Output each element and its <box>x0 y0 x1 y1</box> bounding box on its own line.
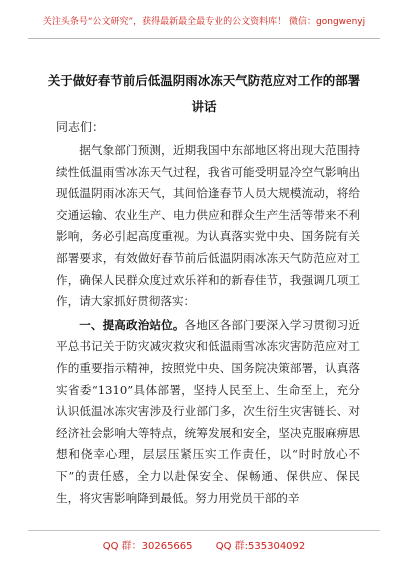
footer-contacts <box>0 537 408 552</box>
paragraph-section-1 <box>56 315 360 509</box>
paragraph-intro: 据气象部门预测，近期我国中东部地区将出现大范围持续性低温雨雪冰冻天气过程，我省可能受明显冷空气影响出现低温阴雨冰冻天气，其间恰逢春节人员大规模流动，将给交通运输、农业生产、电力供应和群众生产生活等带来不利影响，务必引起高度重视。为认真落实党中央、国务院有关部署要求，有效做好春节前后低温阴雨冰冻天气防范应对工作，确保人民群众度过欢乐祥和的新春佳节，我强调几项工作，请大家抓好贯彻落实： <box>56 143 360 309</box>
footer-divider <box>28 530 380 531</box>
document-body <box>56 140 360 511</box>
section-heading: 一、提高政治站位。 <box>79 317 185 332</box>
salutation: 同志们： <box>56 120 105 134</box>
title-line-2: 讲话 <box>191 99 217 114</box>
footer-qq-group-2: QQ 群:535304092 <box>215 541 306 552</box>
document-title <box>36 68 372 120</box>
footer-qq-group-1: QQ 群：30265665 <box>102 541 193 552</box>
header-divider <box>28 38 380 39</box>
title-line-1: 关于做好春节前后低温阴雨冰冻天气防范应对工作的部署 <box>47 73 361 88</box>
section-body: 各地区各部门要深入学习贯彻习近平总书记关于防灾减灾救灾和低温雨雪冰冻灾害防范应对工作的重要指示精神，按照党中央、国务院决策部署，认真落实省委“1310”具体部署，坚持人民至上、生命至上，充分认识低温冰冻灾害涉及行业部门多，次生衍生灾害链长、对经济社会影响大等特点，统筹发展和安全，坚决克服麻痹思想和侥幸心理，层层压紧压实工作责任，以“时时放心不下”的责任感，全力以赴保安全、保畅通、保供应、保民生，将灾害影响降到最低。努力用党员干部的辛 <box>56 317 360 505</box>
header-promo-note: 关注头条号“公文研究”，获得最新最全最专业的公文资料库！ 微信：gongwenyj <box>42 17 366 27</box>
